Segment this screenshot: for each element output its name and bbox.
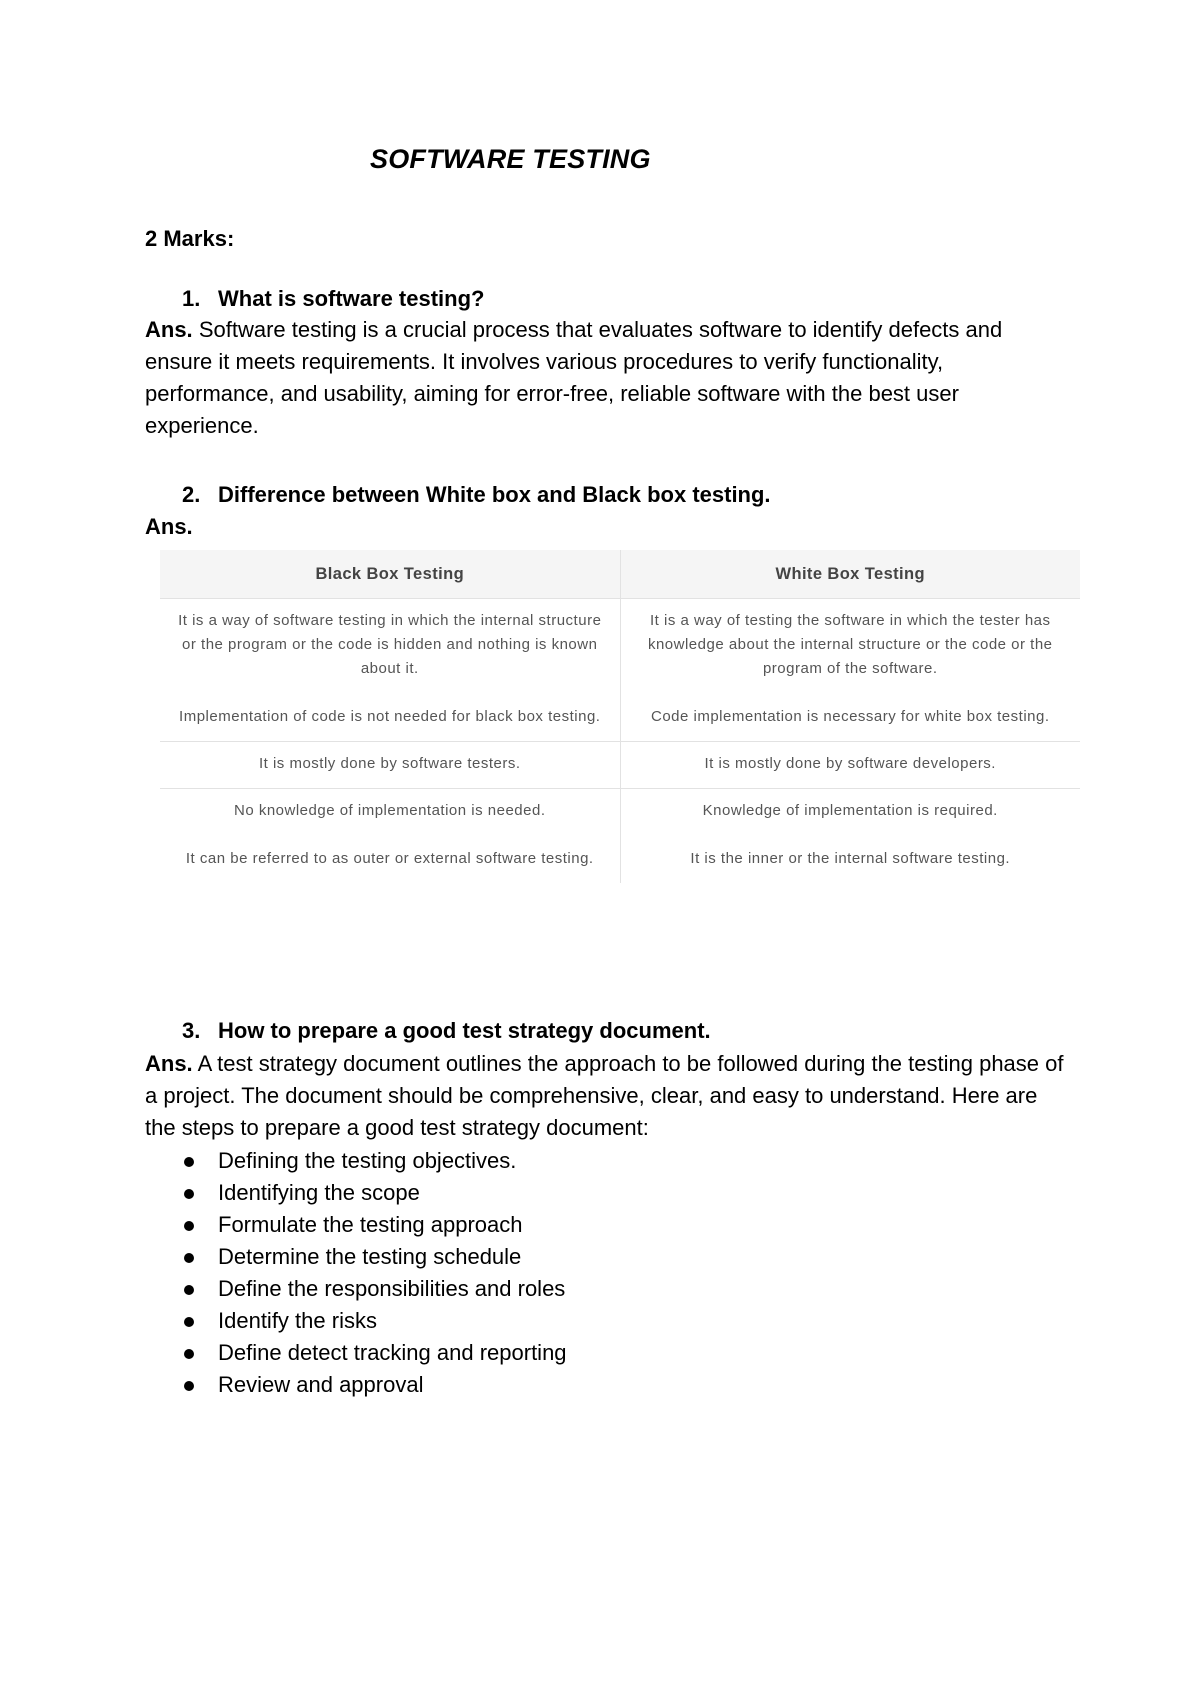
list-item: Review and approval xyxy=(182,1369,567,1401)
question-1-number: 1. xyxy=(182,286,201,311)
cell-text: It can be referred to as outer or external software testing. xyxy=(185,850,594,867)
strategy-steps-list xyxy=(182,1145,567,1401)
list-item: Identify the risks xyxy=(182,1305,567,1337)
comparison-table xyxy=(160,550,1080,883)
answer-3-label: Ans. xyxy=(145,1051,193,1076)
marks-heading: 2 Marks: xyxy=(145,226,235,251)
bullet-icon xyxy=(184,1221,194,1231)
bullet-icon xyxy=(184,1253,194,1263)
question-3 xyxy=(182,1018,711,1044)
question-2-number: 2. xyxy=(182,482,201,507)
question-1 xyxy=(182,286,484,312)
answer-2-label: Ans. xyxy=(145,514,193,539)
question-3-text: How to prepare a good test strategy document. xyxy=(218,1018,711,1043)
cell-text: Knowledge of implementation is required. xyxy=(702,802,998,819)
list-item: Define detect tracking and reporting xyxy=(182,1337,567,1369)
question-2 xyxy=(182,482,771,508)
table-row xyxy=(160,599,1080,742)
black-box-cell xyxy=(160,742,620,789)
cell-text: It is a way of testing the software in which the tester has knowledge about the internal structure or the code or the program of the software. xyxy=(647,612,1053,677)
question-2-text: Difference between White box and Black box testing. xyxy=(218,482,771,507)
answer-1-label: Ans. xyxy=(145,317,193,342)
document-title: SOFTWARE TESTING xyxy=(370,144,651,174)
answer-3 xyxy=(145,1048,1065,1144)
list-item: Identifying the scope xyxy=(182,1177,567,1209)
list-item: Defining the testing objectives. xyxy=(182,1145,567,1177)
cell-text: It is a way of software testing in which the internal structure or the program or the code is hidden and nothing is known about it. xyxy=(178,612,602,677)
cell-text: Code implementation is necessary for white box testing. xyxy=(650,708,1050,725)
cell-text: It is mostly done by software developers. xyxy=(704,755,996,772)
question-3-number: 3. xyxy=(182,1018,201,1043)
cell-text: Implementation of code is not needed for black box testing. xyxy=(179,708,601,725)
black-box-cell xyxy=(160,599,620,742)
table-row xyxy=(160,789,1080,884)
black-box-cell xyxy=(160,789,620,884)
white-box-cell xyxy=(620,742,1080,789)
cell-text: It is the inner or the internal software testing. xyxy=(690,850,1011,867)
bullet-icon xyxy=(184,1317,194,1327)
bullet-icon xyxy=(184,1349,194,1359)
bullet-icon xyxy=(184,1157,194,1167)
cell-text: No knowledge of implementation is needed. xyxy=(233,802,546,819)
bullet-icon xyxy=(184,1285,194,1295)
white-box-cell xyxy=(620,599,1080,742)
list-item: Determine the testing schedule xyxy=(182,1241,567,1273)
bullet-icon xyxy=(184,1381,194,1391)
answer-3-text: A test strategy document outlines the approach to be followed during the testing phase of a project. The document should be comprehensive, clear, and easy to understand. Here are the steps to prepare a good test strategy document: xyxy=(145,1051,1064,1140)
list-item: Formulate the testing approach xyxy=(182,1209,567,1241)
white-box-cell xyxy=(620,789,1080,884)
header-white-box: White Box Testing xyxy=(620,550,1080,599)
header-black-box: Black Box Testing xyxy=(160,550,620,599)
table-row xyxy=(160,742,1080,789)
list-item: Define the responsibilities and roles xyxy=(182,1273,567,1305)
answer-1-text: Software testing is a crucial process that evaluates software to identify defects and ensure it meets requirements. It involves various procedures to verify functionality, performance, and usability, aiming for error-free, reliable software with the best user experience. xyxy=(145,317,1003,438)
bullet-icon xyxy=(184,1189,194,1199)
question-1-text: What is software testing? xyxy=(218,286,485,311)
cell-text: It is mostly done by software testers. xyxy=(258,755,521,772)
answer-1 xyxy=(145,314,1065,442)
